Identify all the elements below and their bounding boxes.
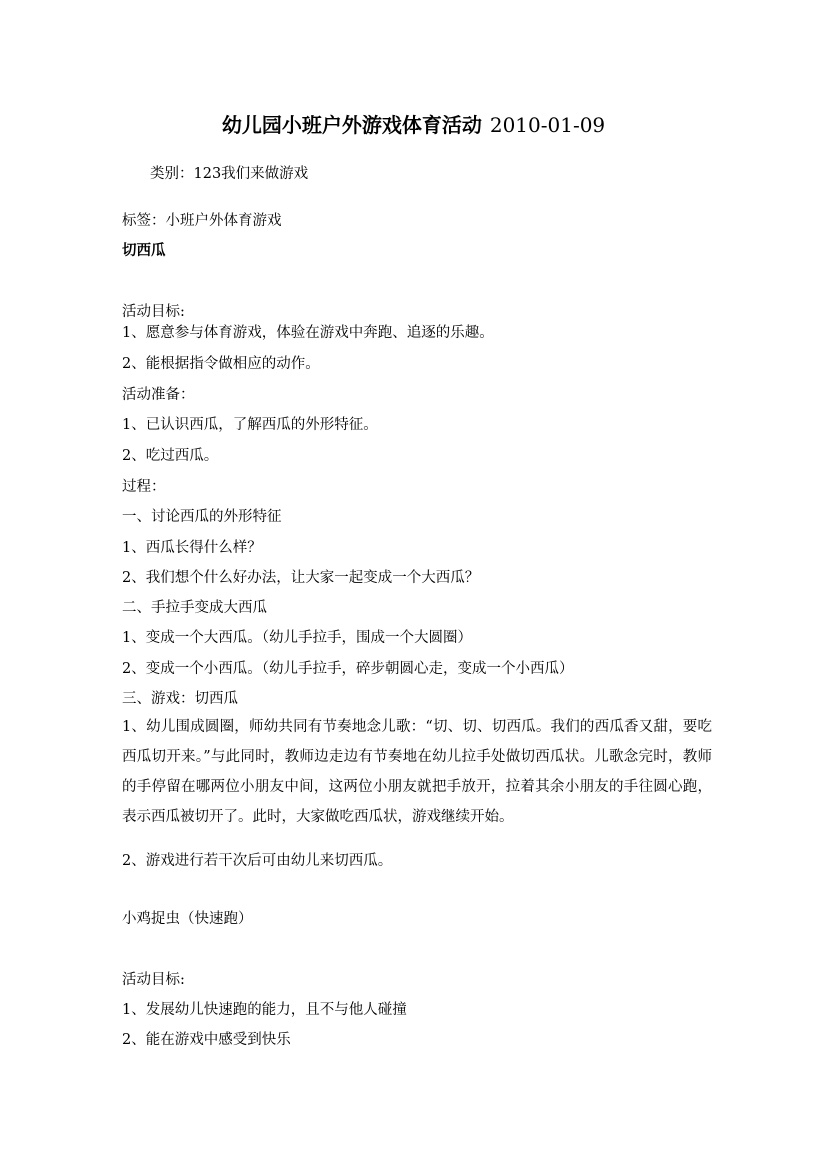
text-line: 活动目标: bbox=[122, 972, 185, 988]
text-line: 1、已认识西瓜，了解西瓜的外形特征。 bbox=[122, 417, 378, 433]
text-line: 2、能根据指令做相应的动作。 bbox=[122, 356, 320, 372]
text-line: 2、能在游戏中感受到快乐 bbox=[122, 1032, 291, 1048]
section-heading-qiexigua: 切西瓜 bbox=[122, 242, 166, 259]
text-line: 活动目标: bbox=[122, 304, 185, 320]
section-heading-xiaojizhuochong: 小鸡捉虫（快速跑） bbox=[122, 911, 253, 927]
text-line: 一、讨论西瓜的外形特征 bbox=[122, 509, 282, 525]
text-line: 1、发展幼儿快速跑的能力，且不与他人碰撞 bbox=[122, 1002, 407, 1018]
text-line: 2、游戏进行若干次后可由幼儿来切西瓜。 bbox=[122, 853, 393, 869]
document-title bbox=[0, 109, 827, 138]
text-line: 2、吃过西瓜。 bbox=[122, 448, 219, 464]
category-line: 类别：123我们来做游戏 bbox=[150, 166, 309, 182]
text-line: 1、西瓜长得什么样？ bbox=[122, 540, 262, 556]
title-text: 幼儿园小班户外游戏体育活动 bbox=[221, 113, 482, 137]
text-line: 过程： bbox=[122, 479, 166, 495]
text-line: 二、手拉手变成大西瓜 bbox=[122, 600, 267, 616]
text-line: 1、愿意参与体育游戏，体验在游戏中奔跑、追逐的乐趣。 bbox=[122, 325, 494, 341]
text-line: 1、变成一个大西瓜。（幼儿手拉手，围成一个大圆圈） bbox=[122, 630, 472, 646]
title-date: 2010-01-09 bbox=[489, 113, 606, 137]
text-line: 2、变成一个小西瓜。（幼儿手拉手，碎步朝圆心走，变成一个小西瓜） bbox=[122, 661, 574, 677]
game-paragraph: 1、幼儿围成圆圈，师幼共同有节奏地念儿歌：“切、切、切西瓜。我们的西瓜香又甜，要吃西瓜切开来。”与此同时，教师边走边有节奏地在幼儿拉手处做切西瓜状。儿歌念完时，教师的手停留在哪两位小朋友中间，这两位小朋友就把手放开，拉着其余小朋友的手往圆心跑，表示西瓜被切开了。此时，大家做吃西瓜状，游戏继续开始。 bbox=[122, 719, 712, 825]
text-line: 活动准备： bbox=[122, 387, 195, 403]
text-line: 三、游戏：切西瓜 bbox=[122, 691, 238, 707]
tags-line: 标签：小班户外体育游戏 bbox=[122, 213, 282, 229]
text-line: 2、我们想个什么好办法，让大家一起变成一个大西瓜？ bbox=[122, 570, 480, 586]
